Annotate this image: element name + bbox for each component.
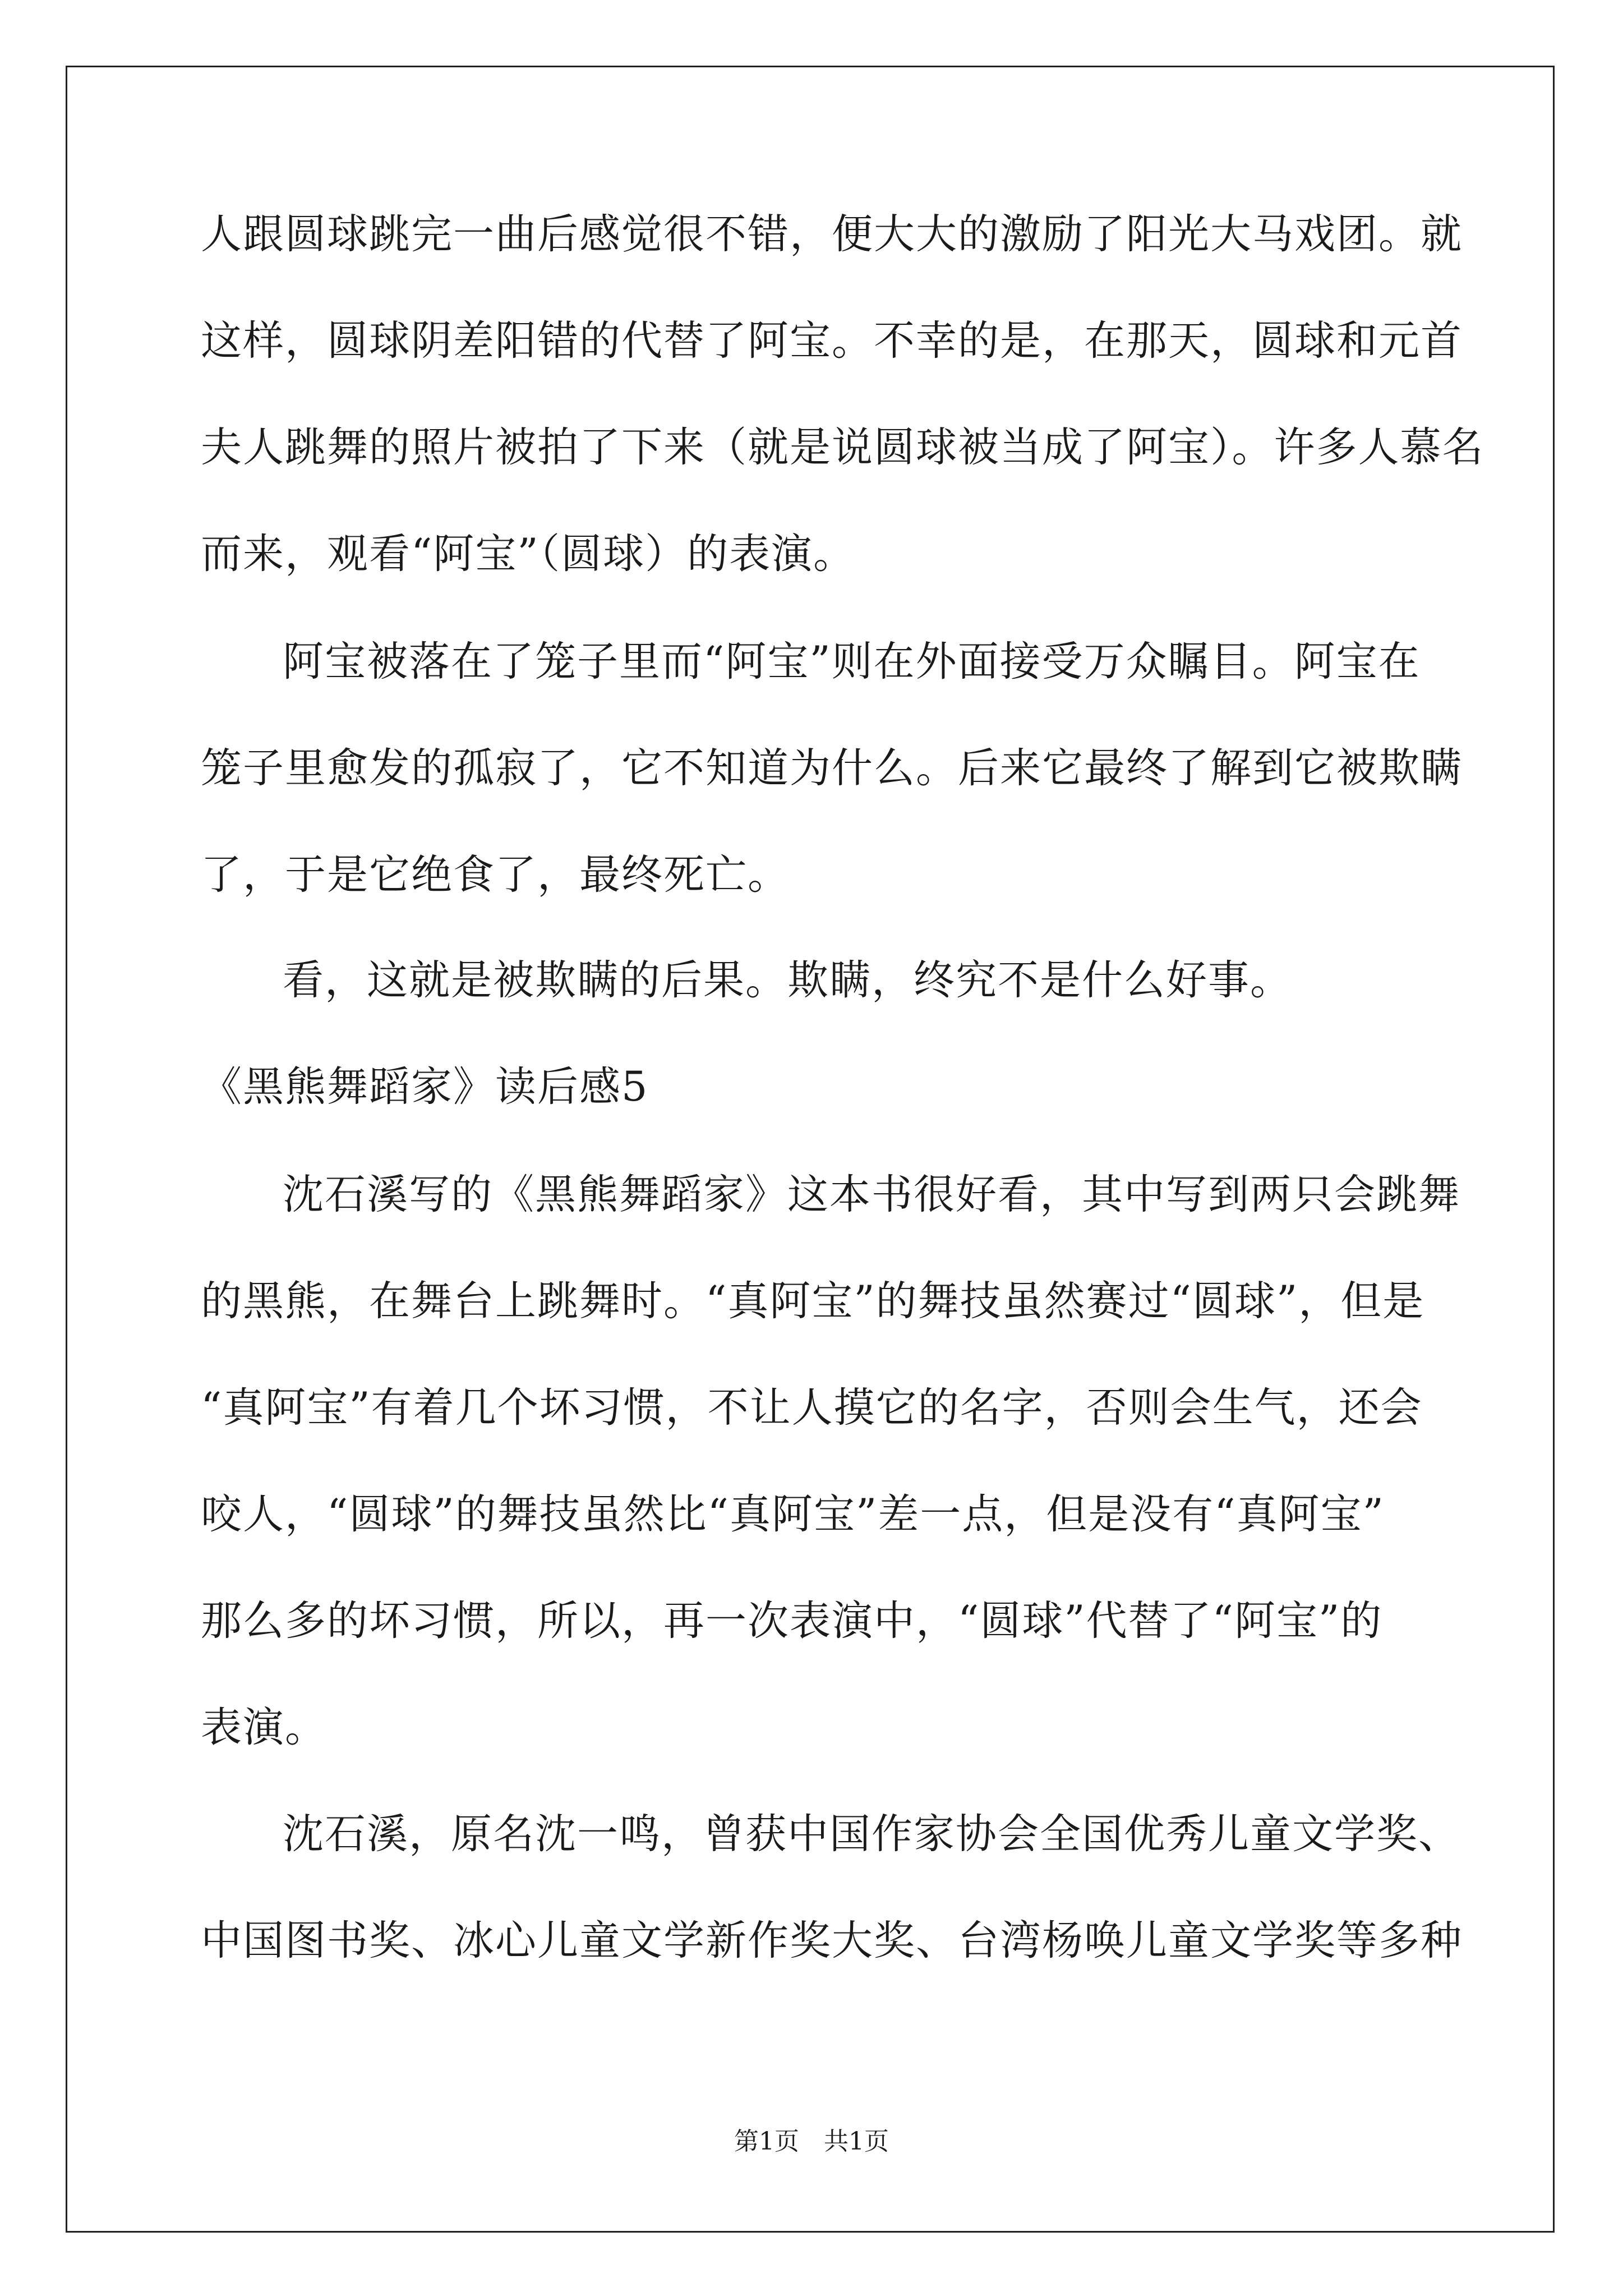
- text-line: 的黑熊，在舞台上跳舞时。“真阿宝”的舞技虽然赛过“圆球”，但是: [201, 1277, 1425, 1325]
- text-line: 咬人，“圆球”的舞技虽然比“真阿宝”差一点，但是没有“真阿宝”: [201, 1490, 1385, 1538]
- text-line: 中国图书奖、冰心儿童文学新作奖大奖、台湾杨唤儿童文学奖等多种: [201, 1917, 1463, 1964]
- text-line: 笼子里愈发的孤寂了，它不知道为什么。后来它最终了解到它被欺瞒: [201, 744, 1463, 792]
- text-line: 人跟圆球跳完一曲后感觉很不错，便大大的激励了阳光大马戏团。就: [201, 210, 1463, 258]
- text-line: 而来，观看“阿宝”（圆球）的表演。: [201, 530, 856, 578]
- text-line: 这样，圆球阴差阳错的代替了阿宝。不幸的是，在那天，圆球和元首: [201, 317, 1463, 365]
- paragraph-first-line: 看，这就是被欺瞒的后果。欺瞒，终究不是什么好事。: [283, 956, 1292, 1004]
- paragraph-first-line: 沈石溪写的《黑熊舞蹈家》这本书很好看，其中写到两只会跳舞: [283, 1171, 1460, 1218]
- page-border: [66, 66, 1555, 2233]
- text-line: 夫人跳舞的照片被拍了下来（就是说圆球被当成了阿宝）。许多人慕名: [201, 424, 1484, 471]
- section-heading: 《黑熊舞蹈家》读后感5: [201, 1063, 649, 1111]
- text-line: 表演。: [201, 1704, 327, 1751]
- text-line: 了，于是它绝食了，最终死亡。: [201, 851, 790, 899]
- text-line: “真阿宝”有着几个坏习惯，不让人摸它的名字，否则会生气，还会: [201, 1384, 1423, 1432]
- text-line: 那么多的坏习惯，所以，再一次表演中，“圆球”代替了“阿宝”的: [201, 1597, 1383, 1645]
- paragraph-first-line: 阿宝被落在了笼子里而“阿宝”则在外面接受万众瞩目。阿宝在: [283, 638, 1421, 685]
- page-number-footer: 第1页 共1页: [734, 2127, 889, 2156]
- paragraph-first-line: 沈石溪，原名沈一鸣，曾获中国作家协会全国优秀儿童文学奖、: [283, 1810, 1460, 1858]
